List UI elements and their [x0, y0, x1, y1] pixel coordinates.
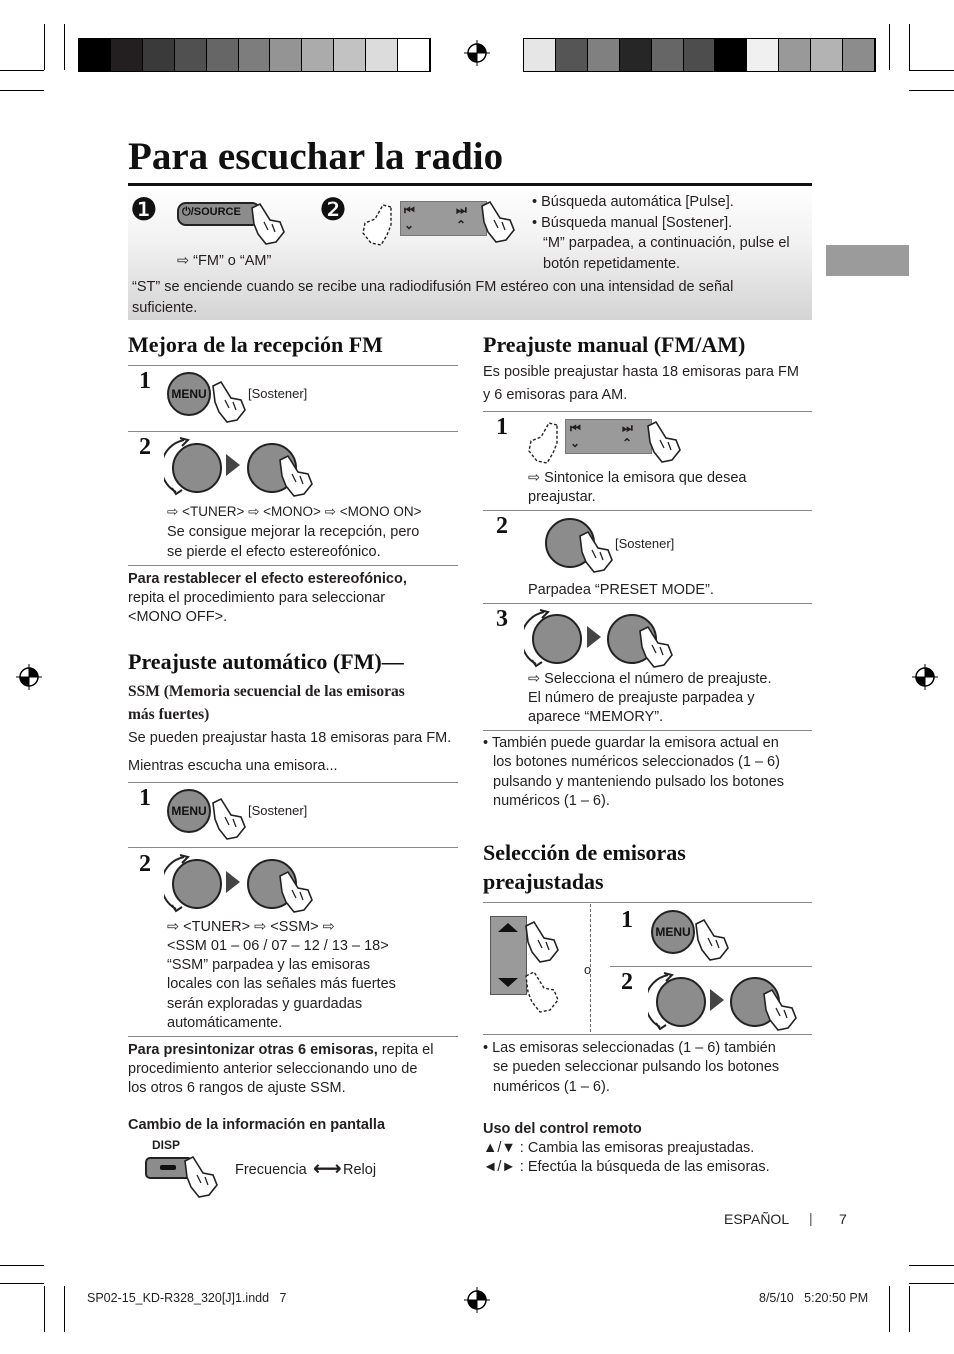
- registration-mark-icon: [16, 664, 42, 690]
- heading-select-preset-2: preajustadas: [483, 869, 604, 894]
- footer-separator: |: [809, 1210, 813, 1226]
- bullet-manual-note-1: “M” parpadea, a continuación, pulse el: [543, 235, 790, 251]
- step-number: 2: [139, 434, 151, 460]
- remote-line-2: ◄/► : Efectúa la búsqueda de las emisoras.: [483, 1159, 770, 1175]
- seek-back-icon: ⏮ ⌄: [404, 203, 415, 232]
- registration-mark-icon: [464, 1287, 490, 1313]
- divider: [128, 431, 458, 432]
- tune-text-1: ⇨ Sintonice la emisora que desea: [528, 470, 747, 486]
- step-number: 2: [139, 851, 151, 877]
- divider: [128, 1036, 458, 1037]
- hold-label: [Sostener]: [615, 536, 675, 551]
- display-heading: Cambio de la información en pantalla: [128, 1117, 386, 1133]
- step-number-2: ❷: [319, 192, 347, 228]
- color-swatch: [747, 39, 779, 71]
- color-swatch: [207, 39, 239, 71]
- color-swatch: [524, 39, 556, 71]
- footer-language: ESPAÑOL: [724, 1211, 790, 1227]
- heading-select-preset-1: Selección de emisoras: [483, 840, 686, 865]
- color-swatch: [620, 39, 652, 71]
- step-number: 1: [496, 414, 508, 440]
- control-dial: [532, 614, 582, 664]
- registration-mark-icon: [464, 40, 490, 66]
- divider: [483, 411, 812, 412]
- color-swatch: [715, 39, 747, 71]
- hand-press-icon: [177, 1155, 221, 1199]
- control-dial: [656, 977, 706, 1027]
- other-presets: [128, 1041, 463, 1061]
- heading-fm-reception: Mejora de la recepción FM: [128, 332, 383, 357]
- other-presets-3: los otros 6 rangos de ajuste SSM.: [128, 1080, 346, 1096]
- st-note-line-2: suficiente.: [132, 300, 198, 316]
- divider: [483, 603, 812, 604]
- color-swatch: [270, 39, 302, 71]
- divider: [128, 782, 458, 783]
- color-swatch: [239, 39, 271, 71]
- select-note-1: • Las emisoras seleccionadas (1 – 6) también: [483, 1040, 776, 1056]
- hand-dashed-icon: [527, 421, 567, 465]
- select-text-3: aparece “MEMORY”.: [528, 709, 664, 725]
- restore-text-2: <MONO OFF>.: [128, 609, 228, 625]
- color-swatch: [684, 39, 716, 71]
- color-bar-left: [78, 38, 431, 72]
- disp-label: DISP: [152, 1138, 181, 1152]
- select-text-2: El número de preajuste parpadea y: [528, 690, 755, 706]
- manual-note-3: pulsando y manteniendo pulsado los botones: [493, 774, 785, 790]
- seek-forward-icon: ⏭ ⌃: [622, 421, 633, 450]
- other-presets-bold: Para presintonizar otras 6 emisoras,: [128, 1042, 378, 1058]
- display-toggle-arrow: ⟷: [313, 1156, 342, 1180]
- color-swatch: [143, 39, 175, 71]
- display-clock: Reloj: [343, 1162, 377, 1178]
- color-swatch: [556, 39, 588, 71]
- manual-note-4: numéricos (1 – 6).: [493, 793, 610, 809]
- preset-mode-text: Parpadea “PRESET MODE”.: [528, 582, 714, 598]
- or-label: o: [584, 962, 592, 977]
- step-number-1: ❶: [130, 192, 158, 228]
- color-swatch: [779, 39, 811, 71]
- ssm-text-5: serán exploradas y guardadas: [167, 996, 363, 1012]
- seek-forward-icon: ⏭ ⌃: [456, 203, 467, 232]
- hold-label: [Sostener]: [248, 386, 308, 401]
- hand-dashed-icon: [518, 970, 562, 1014]
- fm-desc-1: Se consigue mejorar la recepción, pero: [167, 524, 420, 540]
- source-button-label: ⏻/SOURCE: [182, 206, 241, 218]
- hand-press-icon: [640, 420, 684, 466]
- tune-text-2: preajustar.: [528, 489, 596, 505]
- step-number: 2: [496, 513, 508, 539]
- divider: [128, 565, 458, 566]
- bullet-auto-search: • Búsqueda automática [Pulse].: [532, 194, 734, 210]
- divider: [483, 1034, 812, 1035]
- other-presets-2: procedimiento anterior seleccionando uno de: [128, 1061, 418, 1077]
- divider: [483, 730, 812, 731]
- heading-auto-preset: Preajuste automático (FM)—: [128, 649, 404, 674]
- menu-button: MENU: [167, 789, 211, 833]
- hold-label: [Sostener]: [248, 803, 308, 818]
- arrow-right-icon: [226, 454, 240, 476]
- footer-page-number: 7: [839, 1211, 847, 1227]
- divider: [483, 510, 812, 511]
- step-number: 2: [621, 969, 633, 995]
- hand-dashed-icon: [361, 203, 401, 247]
- color-swatch: [302, 39, 334, 71]
- divider: [610, 966, 812, 967]
- hand-press-icon: [272, 454, 316, 498]
- ssm-path-2: <SSM 01 – 06 / 07 – 12 / 13 – 18>: [167, 938, 389, 954]
- step-number: 3: [496, 606, 508, 632]
- color-swatch: [175, 39, 207, 71]
- bullet-manual-search: • Búsqueda manual [Sostener].: [532, 215, 733, 231]
- registration-mark-icon: [912, 664, 938, 690]
- menu-button: MENU: [167, 372, 211, 416]
- hand-press-icon: [205, 380, 249, 424]
- hand-press-icon: [244, 202, 288, 246]
- fm-desc-2: se pierde el efecto estereofónico.: [167, 544, 381, 560]
- color-swatch: [398, 39, 430, 71]
- ssm-desc: Se pueden preajustar hasta 18 emisoras para FM.: [128, 730, 452, 746]
- hand-press-icon: [205, 797, 249, 841]
- hand-press-icon: [518, 920, 562, 964]
- remote-heading: Uso del control remoto: [483, 1121, 642, 1137]
- hand-press-icon: [632, 625, 676, 669]
- fm-am-result: ⇨ “FM” o “AM”: [177, 253, 272, 269]
- ssm-text-4: locales con las señales más fuertes: [167, 976, 396, 992]
- heading-manual-preset: Preajuste manual (FM/AM): [483, 332, 746, 357]
- ssm-title-2: más fuertes): [128, 706, 210, 723]
- footer-date: 8/5/10 5:20:50 PM: [759, 1291, 869, 1305]
- down-arrow-icon: [498, 978, 518, 987]
- footer-file: SP02-15_KD-R328_320[J]1.indd 7: [87, 1291, 287, 1305]
- ssm-title-1: SSM (Memoria secuencial de las emisoras: [128, 683, 405, 700]
- select-note-3: numéricos (1 – 6).: [493, 1079, 610, 1095]
- menu-button: MENU: [651, 910, 695, 954]
- color-swatch: [366, 39, 398, 71]
- up-arrow-icon: [498, 923, 518, 932]
- hand-press-icon: [688, 918, 732, 962]
- remote-line-1: ▲/▼ : Cambia las emisoras preajustadas.: [483, 1140, 755, 1156]
- color-bar-right: [523, 38, 876, 72]
- manual-desc-1: Es posible preajustar hasta 18 emisoras para FM: [483, 364, 799, 380]
- restore-text-1: repita el procedimiento para seleccionar: [128, 590, 386, 606]
- seek-back-icon: ⏮ ⌄: [570, 421, 581, 450]
- color-swatch: [588, 39, 620, 71]
- ssm-path-1: ⇨ <TUNER> ⇨ <SSM> ⇨: [167, 919, 335, 935]
- divider: [483, 902, 812, 903]
- color-swatch: [111, 39, 143, 71]
- arrow-right-icon: [587, 626, 601, 648]
- step-number: 1: [139, 368, 151, 394]
- hand-press-icon: [272, 870, 316, 914]
- select-note-2: se pueden seleccionar pulsando los botones: [493, 1059, 780, 1075]
- manual-note-1: • También puede guardar la emisora actual en: [483, 735, 779, 751]
- color-swatch: [334, 39, 366, 71]
- language-tab: [826, 245, 909, 276]
- hand-press-icon: [572, 530, 616, 574]
- select-text-1: ⇨ Selecciona el número de preajuste.: [528, 671, 772, 687]
- hand-press-icon: [474, 200, 518, 246]
- display-freq: Frecuencia: [235, 1162, 307, 1178]
- page-title: Para escuchar la radio: [128, 135, 504, 178]
- st-note-line-1: “ST” se enciende cuando se recibe una radiodifusión FM estéreo con una intensidad de señal: [132, 279, 734, 295]
- control-dial: [172, 443, 222, 493]
- color-swatch: [79, 39, 111, 71]
- arrow-right-icon: [226, 871, 240, 893]
- restore-heading: Para restablecer el efecto estereofónico,: [128, 571, 407, 587]
- arrow-right-icon: [710, 989, 724, 1011]
- divider: [128, 847, 458, 848]
- manual-note-2: los botones numéricos seleccionados (1 – 6): [493, 754, 780, 770]
- ssm-text-6: automáticamente.: [167, 1015, 283, 1031]
- hand-press-icon: [756, 988, 800, 1032]
- menu-path: ⇨ <TUNER> ⇨ <MONO> ⇨ <MONO ON>: [167, 504, 422, 519]
- control-dial: [172, 859, 222, 909]
- ssm-while: Mientras escucha una emisora...: [128, 758, 338, 774]
- divider: [128, 365, 458, 366]
- color-swatch: [811, 39, 843, 71]
- color-swatch: [843, 39, 875, 71]
- step-number: 1: [621, 907, 633, 933]
- step-number: 1: [139, 785, 151, 811]
- manual-desc-2: y 6 emisoras para AM.: [483, 387, 628, 403]
- dashed-separator: [590, 904, 591, 1032]
- color-swatch: [652, 39, 684, 71]
- ssm-text-3: “SSM” parpadea y las emisoras: [167, 957, 371, 973]
- bullet-manual-note-2: botón repetidamente.: [543, 256, 681, 272]
- other-presets-text: repita el: [377, 1042, 434, 1058]
